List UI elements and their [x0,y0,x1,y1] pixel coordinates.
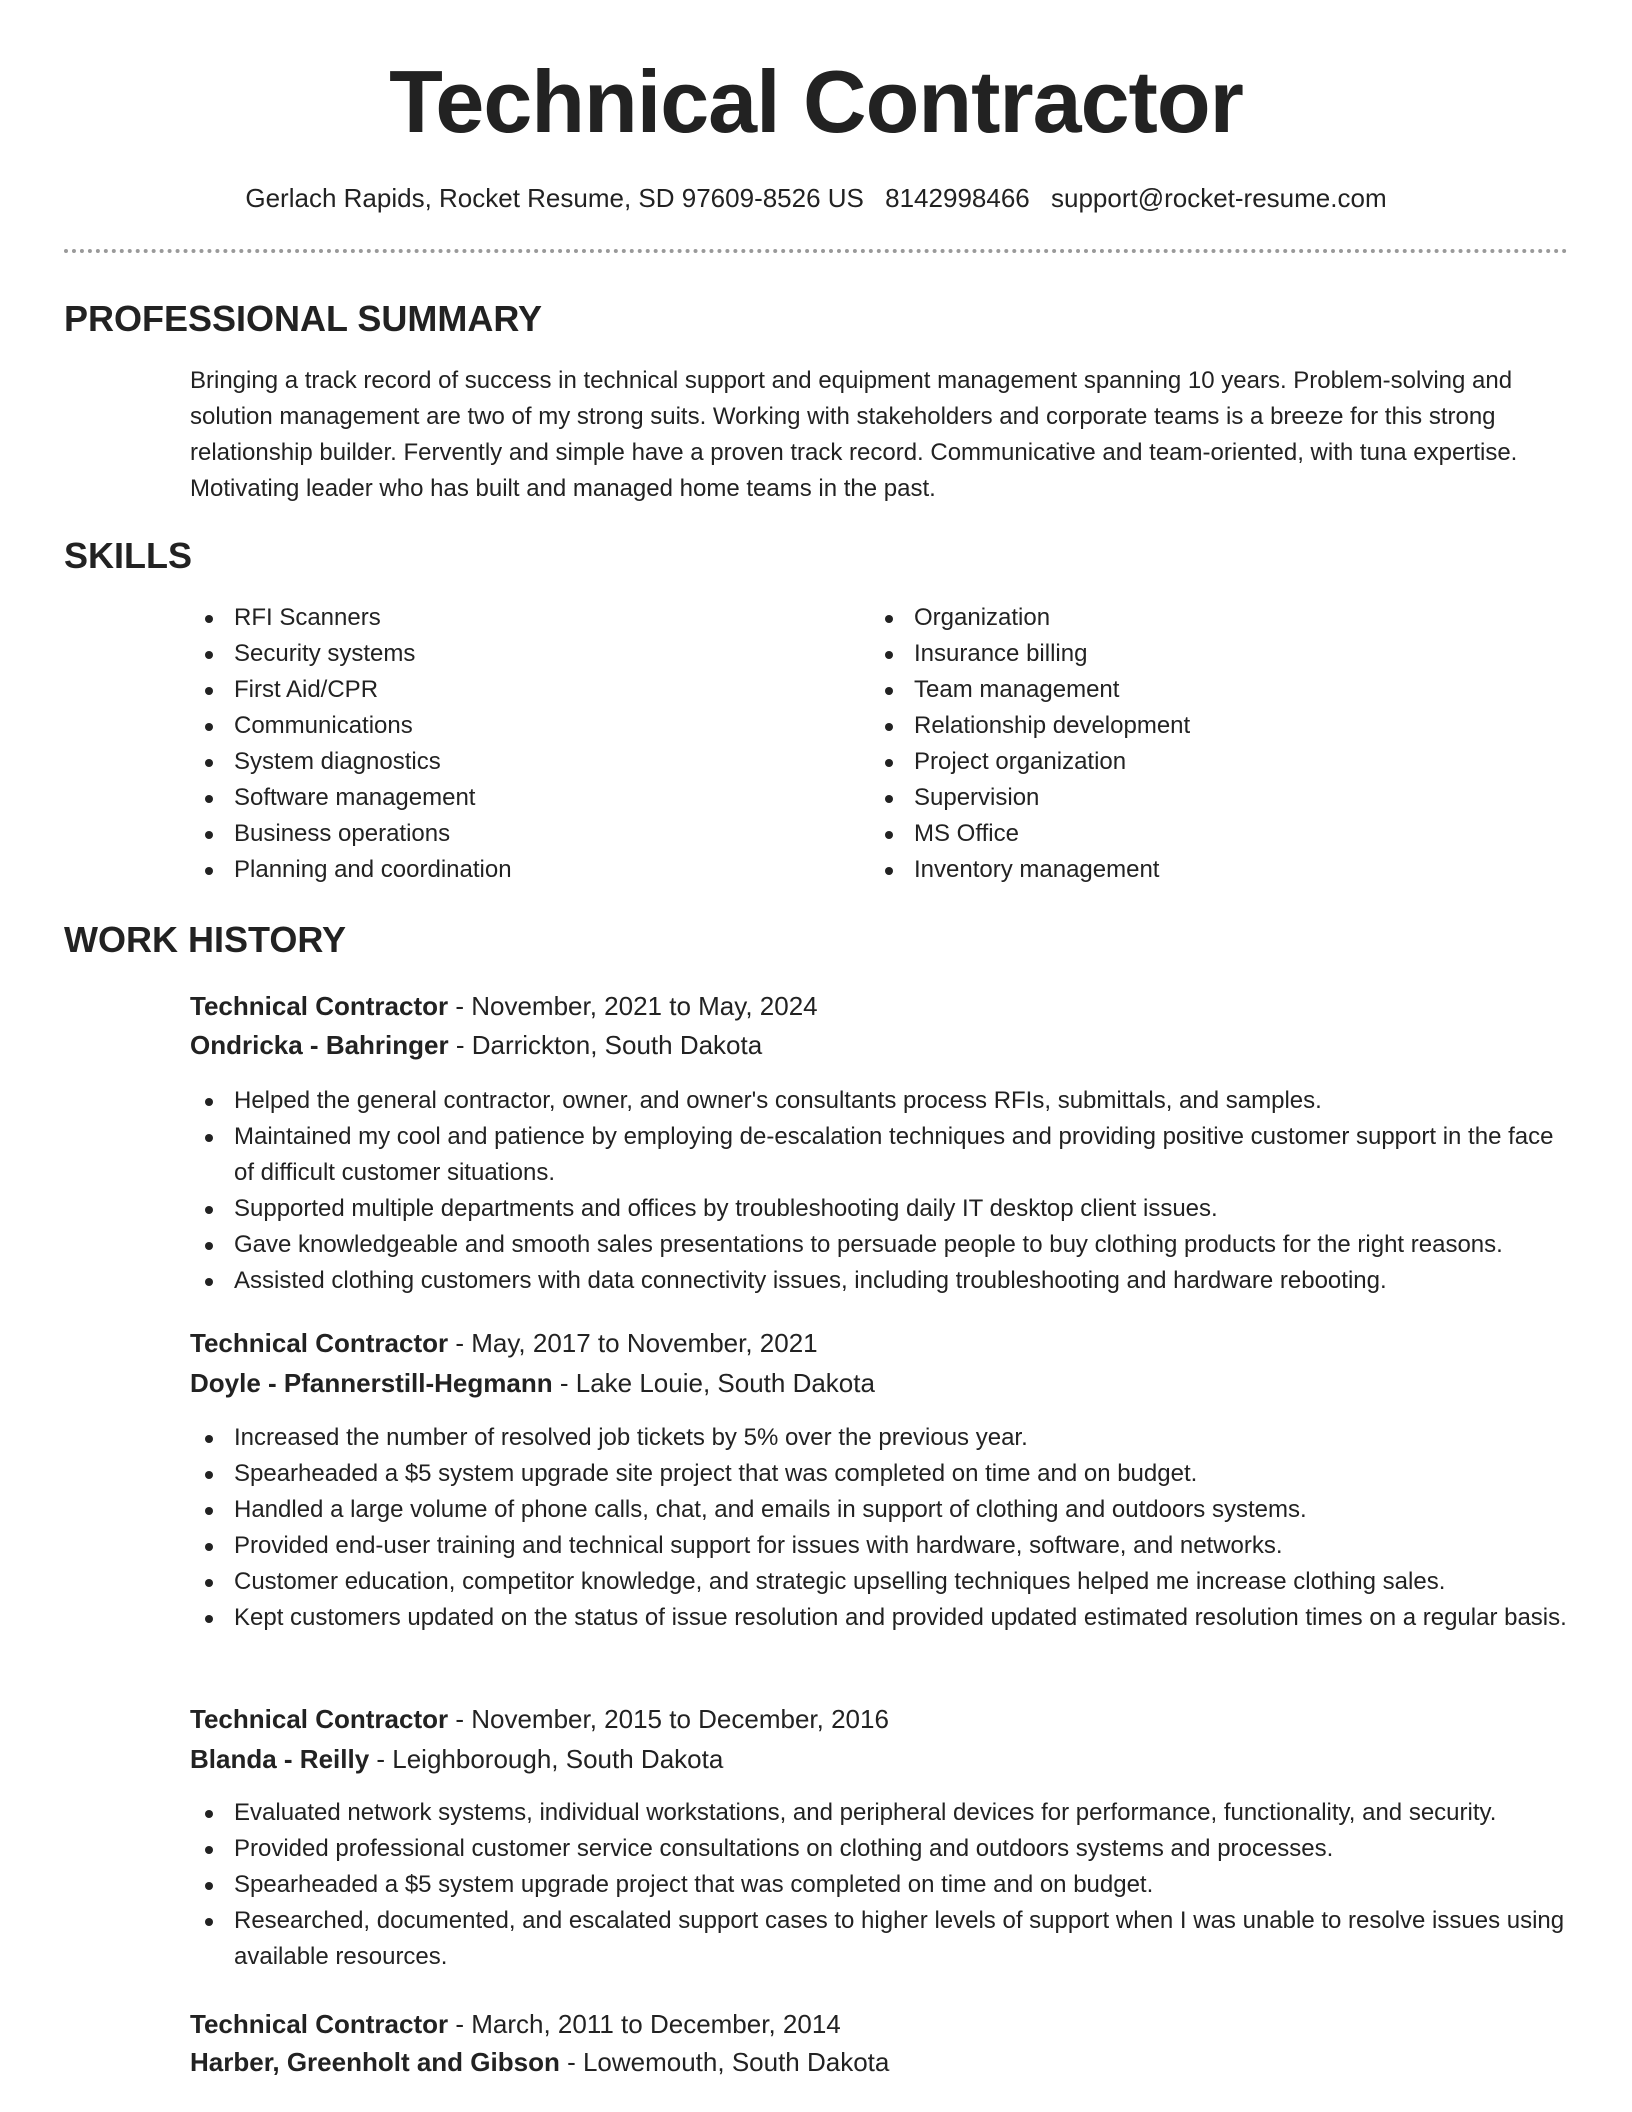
contact-email[interactable]: support@rocket-resume.com [1050,183,1387,213]
skill-item: System diagnostics [190,744,810,780]
job-bullet: Provided end-user training and technical support for issues with hardware, software, and networks. [190,1528,1570,1564]
skills-list-right [870,600,1490,888]
job-bullet: Increased the number of resolved job tickets by 5% over the previous year. [190,1420,1570,1456]
job-title: Technical Contractor [190,1704,449,1734]
summary-line: relationship builder. Fervently and simple have a proven track record. Communicative and team-oriented, with tuna expertise. [190,439,1518,466]
skill-item: RFI Scanners [190,600,810,636]
job-company-line [190,1026,1570,1064]
job-bullets [190,1420,1570,1636]
job-company: Doyle - Pfannerstill-Hegmann [190,1368,553,1398]
skill-item: First Aid/CPR [190,672,810,708]
skill-item: Business operations [190,816,810,852]
header-divider [64,249,1568,253]
skills-list-left [190,600,810,888]
skill-item: MS Office [870,816,1490,852]
job-title-line [190,987,1570,1025]
job-bullet: Helped the general contractor, owner, and owner's consultants process RFIs, submittals, and samples. [190,1083,1570,1119]
job-title-line [190,1324,1570,1362]
job-company-line [190,1740,1570,1778]
job-bullets [190,1795,1570,1975]
skill-item: Software management [190,780,810,816]
job-dates: - November, 2021 to May, 2024 [448,991,818,1021]
job-dates: - March, 2011 to December, 2014 [448,2009,841,2039]
job-title: Technical Contractor [190,991,449,1021]
job-company: Harber, Greenholt and Gibson [190,2047,560,2077]
candidate-name: Technical Contractor [389,52,1243,151]
job-location: - Lowemouth, South Dakota [559,2047,890,2077]
skill-item: Inventory management [870,852,1490,888]
job-title: Technical Contractor [190,1328,449,1358]
summary-text [190,363,1570,507]
skill-item: Planning and coordination [190,852,810,888]
job-bullet: Kept customers updated on the status of issue resolution and provided updated estimated resolution times on a regular basis. [190,1600,1570,1636]
summary-heading: PROFESSIONAL SUMMARY [64,298,543,339]
job-location: - Leighborough, South Dakota [369,1744,724,1774]
summary-line: Motivating leader who has built and managed home teams in the past. [190,475,936,502]
job-bullet: Assisted clothing customers with data connectivity issues, including troubleshooting and hardware rebooting. [190,1263,1570,1299]
skill-item: Communications [190,708,810,744]
job-title-line [190,2005,1570,2043]
job-bullet: Evaluated network systems, individual workstations, and peripheral devices for performance, functionality, and security. [190,1795,1570,1831]
contact-phone[interactable]: 8142998466 [885,183,1030,213]
job-company: Ondricka - Bahringer [190,1030,449,1060]
summary-line: Bringing a track record of success in technical support and equipment management spanning 10 years. Problem-solving and [190,367,1513,394]
job-location: - Darrickton, South Dakota [448,1030,763,1060]
skill-item: Supervision [870,780,1490,816]
skill-item: Project organization [870,744,1490,780]
job-company-line [190,1364,1570,1402]
contact-line [0,180,1632,216]
skills-heading: SKILLS [64,535,193,576]
skill-item: Insurance billing [870,636,1490,672]
job-bullet: Supported multiple departments and offices by troubleshooting daily IT desktop client issues. [190,1191,1570,1227]
job-dates: - May, 2017 to November, 2021 [448,1328,818,1358]
work-history-heading: WORK HISTORY [64,919,347,960]
contact-address: Gerlach Rapids, Rocket Resume, SD 97609-8526 US [245,183,864,213]
job-bullet: Spearheaded a $5 system upgrade project that was completed on time and on budget. [190,1867,1570,1903]
summary-line: solution management are two of my strong suits. Working with stakeholders and corporate teams is a breeze for this strong [190,403,1496,430]
job-bullet: Spearheaded a $5 system upgrade site project that was completed on time and on budget. [190,1456,1570,1492]
job-bullet: Maintained my cool and patience by employing de-escalation techniques and providing positive customer support in the face of difficult customer situations. [190,1119,1570,1191]
job-company-line [190,2043,1570,2081]
job-company: Blanda - Reilly [190,1744,370,1774]
job-dates: - November, 2015 to December, 2016 [448,1704,889,1734]
job-title: Technical Contractor [190,2009,449,2039]
skill-item: Organization [870,600,1490,636]
job-bullet: Researched, documented, and escalated support cases to higher levels of support when I was unable to resolve issues using available resources. [190,1903,1570,1975]
job-bullet: Handled a large volume of phone calls, chat, and emails in support of clothing and outdoors systems. [190,1492,1570,1528]
job-location: - Lake Louie, South Dakota [552,1368,875,1398]
skill-item: Relationship development [870,708,1490,744]
job-bullet: Customer education, competitor knowledge, and strategic upselling techniques helped me increase clothing sales. [190,1564,1570,1600]
job-bullets [190,1083,1570,1299]
job-title-line [190,1700,1570,1738]
skill-item: Team management [870,672,1490,708]
job-bullet: Provided professional customer service consultations on clothing and outdoors systems and processes. [190,1831,1570,1867]
skill-item: Security systems [190,636,810,672]
job-bullet: Gave knowledgeable and smooth sales presentations to persuade people to buy clothing products for the right reasons. [190,1227,1570,1263]
